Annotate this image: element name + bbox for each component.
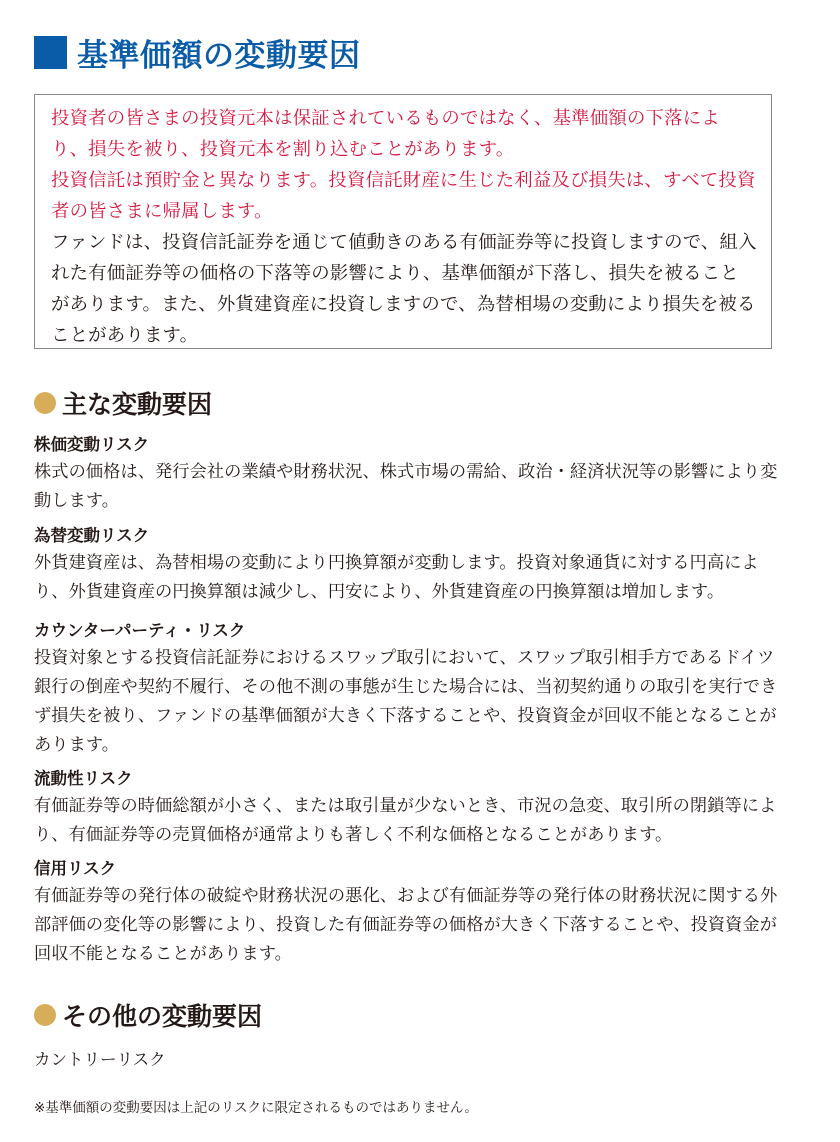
warning-principal-not-guaranteed: 投資者の皆さまの投資元本は保証されているものではなく、基準価額の下落により、損失を被り、投資元本を割り込むことがあります。 bbox=[51, 108, 720, 160]
other-factors-heading-text: その他の変動要因 bbox=[62, 1002, 263, 1031]
main-factors-heading-text: 主な変動要因 bbox=[62, 390, 213, 419]
risk-item-counterparty bbox=[34, 620, 779, 760]
page-title-text: 基準価額の変動要因 bbox=[77, 37, 361, 74]
risk-description: 外貨建資産は、為替相場の変動により円換算額が変動します。投資対象通貨に対する円高により、外貨建資産の円換算額は減少し、円安により、外貨建資産の円換算額は増加します。 bbox=[34, 553, 759, 602]
bullet-circle-icon bbox=[34, 1004, 56, 1026]
risk-name: 信用リスク bbox=[34, 859, 117, 878]
warning-not-deposit: 投資信託は預貯金と異なります。投資信託財産に生じた利益及び損失は、すべて投資者の皆さまに帰属します。 bbox=[51, 170, 756, 222]
risk-name: 流動性リスク bbox=[34, 769, 133, 788]
risk-item-liquidity bbox=[34, 768, 779, 850]
risk-description: 有価証券等の発行体の破綻や財務状況の悪化、および有価証券等の発行体の財務状況に関する外部評価の変化等の影響により、投資した有価証券等の価格が大きく下落することや、投資資金が回収不能となることがあります。 bbox=[34, 886, 778, 964]
other-factors-heading bbox=[34, 998, 262, 1032]
warning-body: ファンドは、投資信託証券を通じて値動きのある有価証券等に投資しますので、組入れた有価証券等の価格の下落等の影響により、基準価額が下落し、損失を被ることがあります。また、外貨建資産に投資しますので、為替相場の変動により損失を被ることがあります。 bbox=[51, 232, 757, 346]
risk-description: 投資対象とする投資信託証券におけるスワップ取引において、スワップ取引相手方であるドイツ銀行の倒産や契約不履行、その他不測の事態が生じた場合には、当初契約通りの取引を実行できず損失を被り、ファンドの基準価額が大きく下落することや、投資資金が回収不能となることがあります。 bbox=[34, 648, 778, 755]
risk-item-equity-price bbox=[34, 434, 779, 516]
warning-box bbox=[34, 94, 772, 349]
risk-name: 為替変動リスク bbox=[34, 526, 150, 545]
risk-description: 株式の価格は、発行会社の業績や財務状況、株式市場の需給、政治・経済状況等の影響により変動します。 bbox=[34, 462, 778, 511]
main-factors-heading bbox=[34, 386, 212, 420]
risk-item-credit bbox=[34, 858, 779, 969]
footnote: ※基準価額の変動要因は上記のリスクに限定されるものではありません。 bbox=[34, 1100, 478, 1116]
bullet-circle-icon bbox=[34, 392, 56, 414]
risk-description: 有価証券等の時価総額が小さく、または取引量が少ないとき、市況の急変、取引所の閉鎖等により、有価証券等の売買価格が通常よりも著しく不利な価格となることがあります。 bbox=[34, 796, 777, 845]
risk-name: カウンターパーティ・リスク bbox=[34, 621, 246, 640]
risk-item-currency bbox=[34, 525, 779, 607]
risk-name: 株価変動リスク bbox=[34, 435, 150, 454]
page-title bbox=[34, 32, 361, 72]
other-factor-item: カントリーリスク bbox=[34, 1050, 166, 1069]
title-square-icon bbox=[34, 36, 67, 69]
